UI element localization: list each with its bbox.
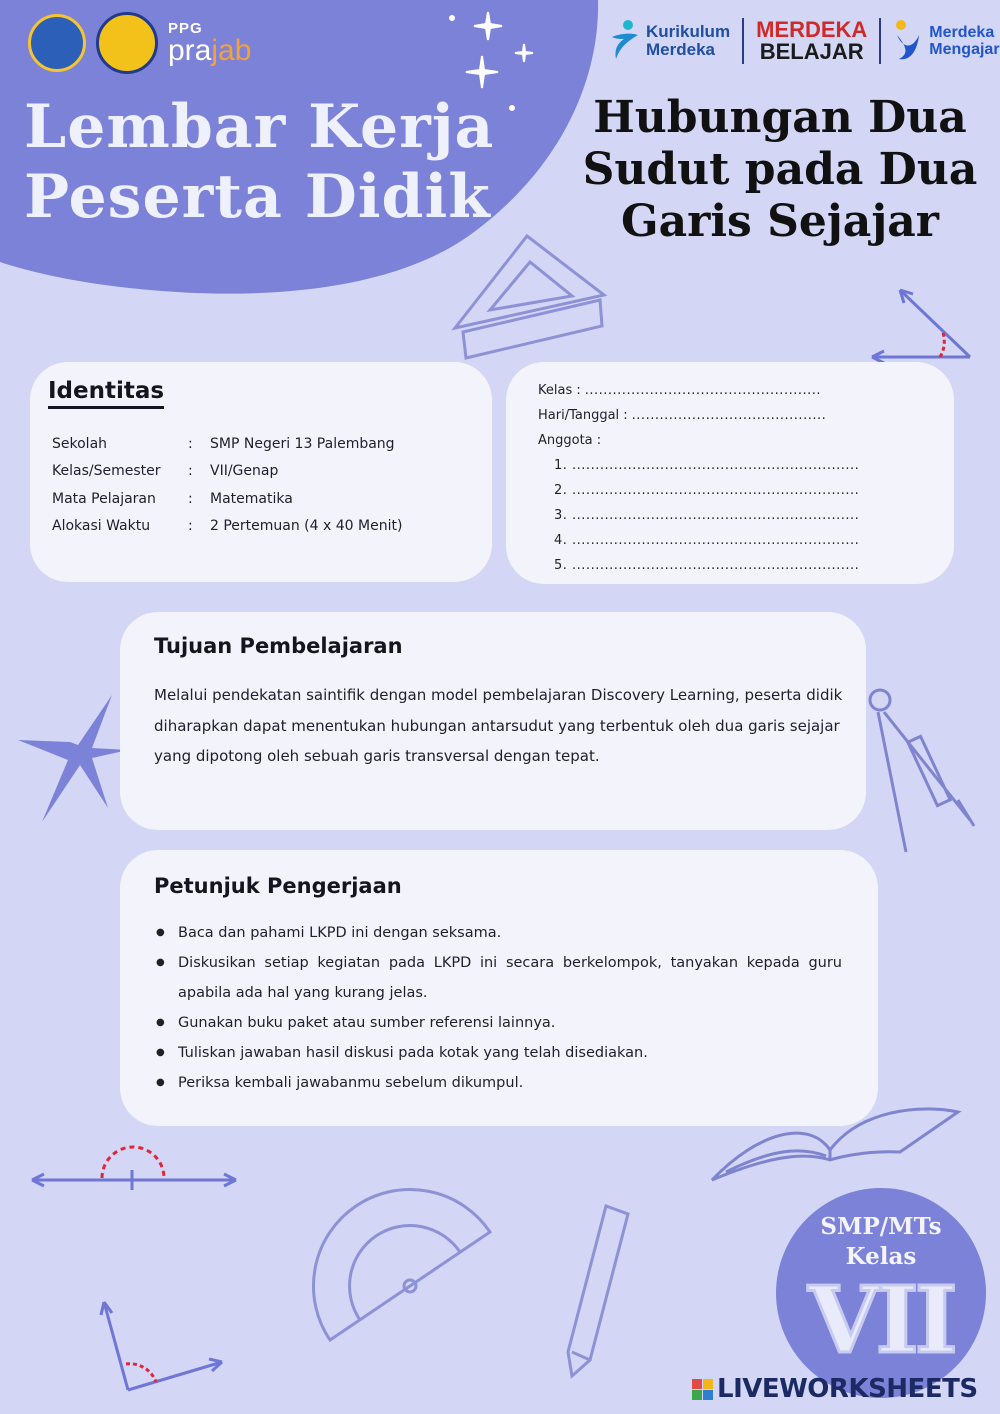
grade-number: VII (808, 1266, 954, 1374)
list-item: ● Diskusikan setiap kegiatan pada LKPD ini secara berkelompok, tanyakan kepada guru apabila ada hal yang kurang jelas. (156, 948, 842, 1008)
kelas-field[interactable] (538, 378, 859, 403)
merdeka-mengajar-icon (893, 19, 923, 63)
logo-divider (879, 18, 881, 64)
topic-line-3: Garis Sejajar (621, 196, 939, 247)
logo-divider (742, 18, 744, 64)
merdeka-mengajar-line-1: Merdeka (929, 24, 995, 41)
angle-icon (872, 290, 970, 363)
level-badge (776, 1188, 986, 1398)
identitas-heading: Identitas (48, 378, 164, 409)
university-logo (96, 12, 158, 74)
identitas-card (30, 362, 492, 582)
identitas-colon: : (188, 490, 193, 507)
identitas-label: Sekolah (52, 435, 108, 452)
identitas-row (52, 485, 402, 513)
identitas-label: Kelas/Semester (52, 463, 161, 480)
compass-icon (870, 690, 974, 852)
kurikulum-merdeka-icon (610, 19, 640, 63)
merdeka-belajar-logo (756, 19, 867, 63)
petunjuk-card (120, 850, 878, 1126)
tut-wuri-logo (28, 14, 86, 72)
liveworksheets-icon (692, 1379, 713, 1400)
ppg-label: PPG (168, 19, 203, 37)
topic-line-1: Hubungan Dua (593, 92, 967, 143)
topic-title (580, 92, 980, 248)
pencil-icon (568, 1206, 628, 1376)
liveworksheets-brand (692, 1374, 978, 1404)
kelas-input-line[interactable]: ................................................... (584, 383, 821, 398)
page-title (24, 92, 494, 232)
list-item: ● Baca dan pahami LKPD ini dengan seksama. (156, 918, 842, 948)
merdeka-belajar-line-1: MERDEKA (756, 17, 868, 42)
identitas-row (52, 458, 402, 486)
petunjuk-heading: Petunjuk Pengerjaan (154, 874, 402, 898)
kurikulum-line-2: Merdeka (646, 40, 715, 59)
tujuan-heading: Tujuan Pembelajaran (154, 634, 403, 658)
anggota-input-line[interactable]: 1. .............................................................. (554, 458, 860, 473)
identitas-colon: : (188, 518, 193, 535)
kelas-label: Kelas : (538, 383, 581, 398)
set-square-icon (455, 236, 604, 358)
identitas-row (52, 430, 402, 458)
identitas-value: Matematika (210, 490, 293, 507)
identitas-colon: : (188, 463, 193, 480)
kelas-form-card (506, 362, 954, 584)
identitas-row (52, 513, 402, 541)
tujuan-card (120, 612, 866, 830)
title-line-1: Lembar Kerja (24, 92, 495, 162)
identitas-value: SMP Negeri 13 Palembang (210, 435, 395, 452)
list-item: ● Gunakan buku paket atau sumber referensi lainnya. (156, 1008, 842, 1038)
anggota-input-line[interactable]: 2. .............................................................. (554, 483, 860, 498)
identitas-colon: : (188, 435, 193, 452)
ppg-jab: jab (211, 33, 252, 67)
merdeka-belajar-line-2: BELAJAR (759, 39, 864, 64)
topic-line-2: Sudut pada Dua (582, 144, 978, 195)
title-line-2: Peserta Didik (24, 162, 491, 232)
level-line-1: SMP/MTs (820, 1213, 942, 1240)
ppg-pra: pra (168, 33, 212, 67)
hari-tanggal-field[interactable] (538, 403, 859, 428)
anggota-input-line[interactable]: 5. .............................................................. (554, 558, 860, 573)
straight-angle-icon (32, 1147, 236, 1190)
acute-angle-icon (101, 1302, 222, 1390)
identitas-label: Mata Pelajaran (52, 490, 156, 507)
hari-tanggal-input-line[interactable]: .......................................... (631, 408, 827, 423)
merdeka-mengajar-logo (893, 19, 999, 63)
star-burst-icon (18, 695, 128, 822)
header-logos-left (28, 12, 251, 74)
kurikulum-line-1: Kurikulum (646, 22, 731, 41)
kurikulum-merdeka-logo (610, 19, 730, 63)
level-line-2: Kelas (845, 1243, 917, 1270)
protractor-icon (313, 1189, 490, 1340)
ppg-prajab-logo (168, 21, 251, 66)
tujuan-text: Melalui pendekatan saintifik dengan model pembelajaran Discovery Learning, peserta didik diharapkan dapat menentukan hubungan antarsudut yang terbentuk oleh dua garis sejajar yang dipotong oleh sebuah garis transversal dengan tepat. (154, 686, 843, 765)
level-label (776, 1212, 986, 1272)
header-logos-right (610, 18, 1000, 64)
identitas-table (52, 430, 402, 540)
anggota-input-line[interactable]: 4. .............................................................. (554, 533, 860, 548)
anggota-label: Anggota : (538, 433, 602, 448)
merdeka-mengajar-line-2: Mengajar (929, 41, 1000, 58)
liveworksheets-text: LIVEWORKSHEETS (717, 1374, 978, 1404)
identitas-value: 2 Pertemuan (4 x 40 Menit) (210, 518, 403, 535)
list-item: ● Periksa kembali jawabanmu sebelum dikumpul. (156, 1068, 842, 1098)
petunjuk-list (156, 918, 842, 1098)
identitas-value: VII/Genap (210, 463, 279, 480)
anggota-input-line[interactable]: 3. .............................................................. (554, 508, 860, 523)
list-item: ● Tuliskan jawaban hasil diskusi pada kotak yang telah disediakan. (156, 1038, 842, 1068)
identitas-label: Alokasi Waktu (52, 518, 151, 535)
hari-tanggal-label: Hari/Tanggal : (538, 408, 628, 423)
kelas-form (538, 378, 859, 578)
